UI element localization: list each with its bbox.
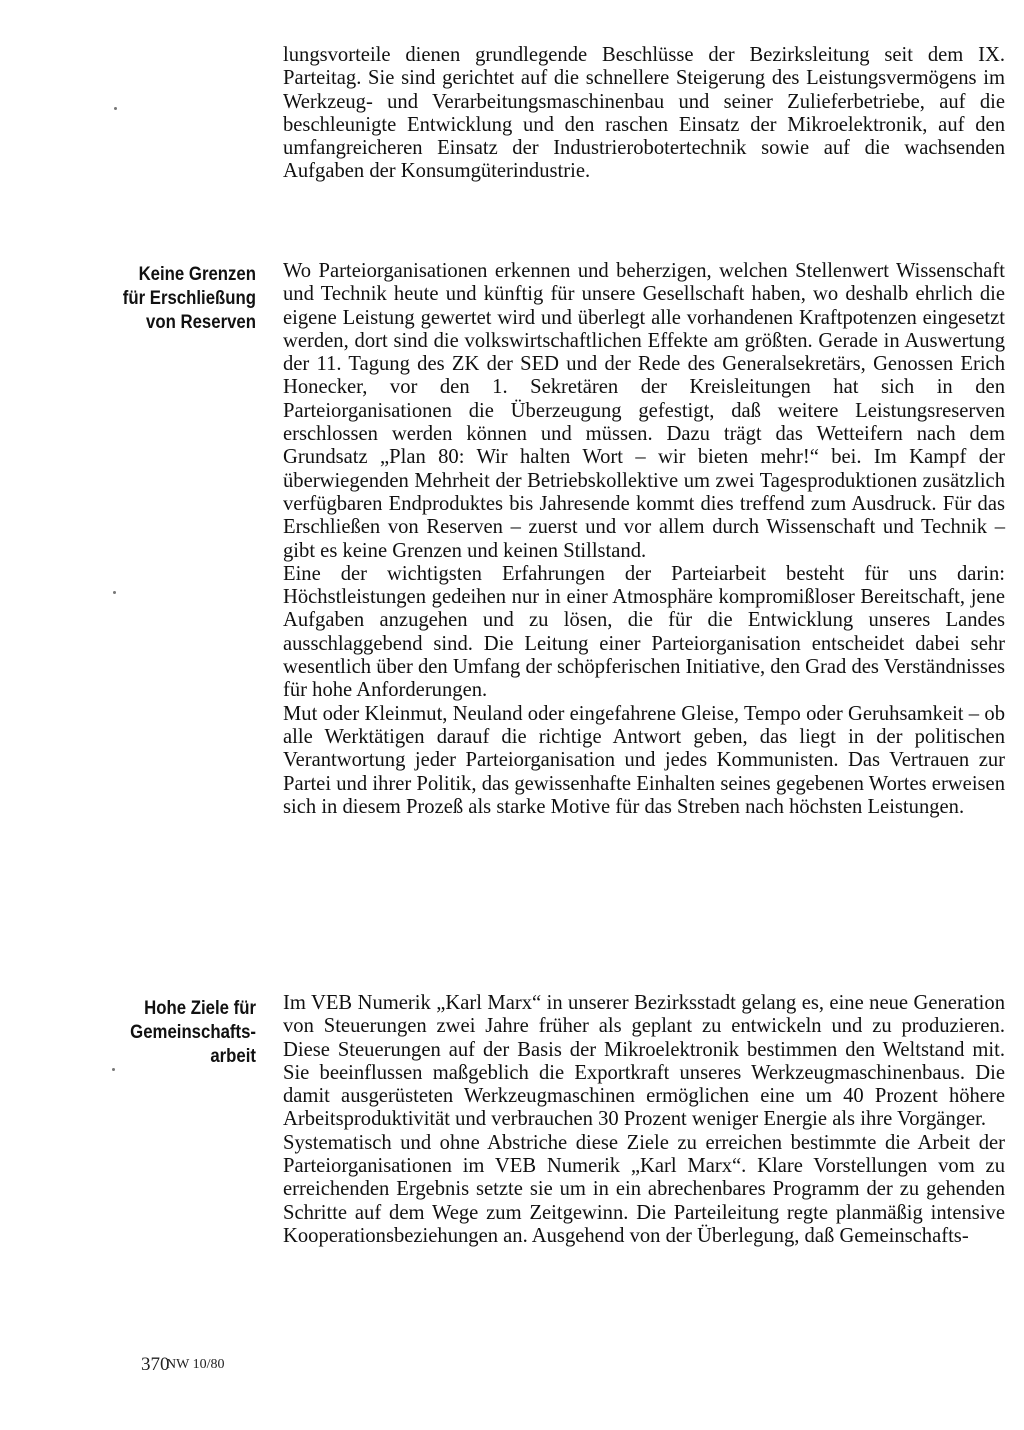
- paragraph: Wo Parteiorganisationen erkennen und beherzigen, welchen Stellenwert Wissenschaft und Technik heute und künftig für unsere Gesellschaft haben, wo deshalb ehrlich die eigene Leistung gewertet wird und überlegt alle vorhandenen Kraftpotenzen eingesetzt werden, dort sind die volkswirtschaftlichen Effekte am größten. Gerade in Auswertung der 11. Tagung des ZK der SED und der Rede des Generalsekretärs, Genossen Erich Honecker, vor den 1. Sekretären der Kreisleitungen hat sich in den Parteiorganisationen die Überzeugung gefestigt, daß weitere Leistungsreserven erschlossen werden können und müssen. Dazu trägt das Wetteifern nach dem Grundsatz „Plan 80: Wir halten Wort – wir bieten mehr!“ bei. Im Kampf der überwiegenden Mehrheit der Betriebskollektive um zwei Tagesproduktionen zusätzlich verfügbaren Endproduktes bis Jahresende kommt dies treffend zum Ausdruck. Für das Erschließen von Reserven – zuerst und vor allem durch Wissenschaft und Technik – gibt es keine Grenzen und keinen Stillstand.: [283, 260, 1005, 562]
- body-text-block-1: [283, 44, 1005, 184]
- scan-speck: [113, 591, 116, 594]
- margin-heading-1: [84, 262, 256, 334]
- scan-speck: [112, 1068, 115, 1071]
- margin-heading-line: Keine Grenzen: [138, 263, 256, 285]
- margin-heading-line: Gemeinschafts-: [130, 1021, 256, 1043]
- body-text-block-3: [283, 992, 1005, 1248]
- margin-heading-line: von Reserven: [146, 311, 256, 333]
- margin-heading-line: arbeit: [210, 1045, 256, 1067]
- paragraph: Mut oder Kleinmut, Neuland oder eingefahrene Gleise, Tempo oder Geruhsamkeit – ob alle Werktätigen darauf die richtige Antwort geben, das liegt in der politischen Verantwortung jeder Parteiorganisation und jedes Kommunisten. Das Vertrauen zur Partei und ihrer Politik, das gewissenhafte Einhalten seines gegebenen Wortes erweisen sich in diesem Prozeß als starke Motive für das Streben nach höchsten Leistungen.: [283, 702, 1005, 818]
- paragraph: Eine der wichtigsten Erfahrungen der Parteiarbeit besteht für uns darin: Höchstleistungen gedeihen nur in einer Atmosphäre kompromißloser Bereitschaft, jene Aufgaben anzugehen und zu lösen, die für die Entwicklung unseres Landes ausschlaggebend sind. Die Leitung einer Parteiorganisation entscheidet dabei sehr wesentlich über den Umfang der schöpferischen Initiative, den Grad des Verständnisses für hohe Anforderungen.: [283, 562, 1005, 702]
- paragraph: Im VEB Numerik „Karl Marx“ in unserer Bezirksstadt gelang es, eine neue Generation von Steuerungen zwei Jahre früher als geplant zu entwickeln und zu produzieren. Diese Steuerungen auf der Basis der Mikroelektronik bestimmen den Weltstand mit. Sie beeinflussen maßgeblich die Exportkraft unseres Werkzeugmaschinenbaus. Die damit ausgerüsteten Werkzeugmaschinen ermöglichen eine um 40 Prozent höhere Arbeitsproduktivität und verbrauchen 30 Prozent weniger Energie als ihre Vorgänger.: [283, 992, 1005, 1131]
- margin-heading-line: Hohe Ziele für: [144, 997, 256, 1019]
- body-text-block-2: [283, 260, 1005, 819]
- margin-heading-line: für Erschließung: [122, 287, 256, 309]
- page-number: 370: [141, 1354, 170, 1375]
- journal-issue: NW 10/80: [166, 1357, 225, 1372]
- scan-speck: [114, 107, 117, 110]
- margin-heading-2: [84, 996, 256, 1068]
- paragraph: Systematisch und ohne Abstriche diese Ziele zu erreichen bestimmte die Arbeit der Parteiorganisationen im VEB Numerik „Karl Marx“. Klare Vorstellungen vom zu erreichenden Ergebnis setzte sie um in ein abrechenbares Programm der zu gehenden Schritte auf dem Wege zum Zeitgewinn. Die Parteileitung regte planmäßig intensive Kooperationsbeziehungen an. Ausgehend von der Überlegung, daß Gemeinschafts-: [283, 1131, 1005, 1247]
- paragraph: lungsvorteile dienen grundlegende Beschlüsse der Bezirksleitung seit dem IX. Parteitag. Sie sind gerichtet auf die schnellere Steigerung des Leistungsvermögens im Werkzeug- und Verarbeitungsmaschinenbau und seiner Zulieferbetriebe, auf die beschleunigte Entwicklung und den raschen Einsatz der Mikroelektronik, auf den umfangreicheren Einsatz der Industrierobotertechnik sowie auf die wachsenden Aufgaben der Konsumgüterindustrie.: [283, 44, 1005, 183]
